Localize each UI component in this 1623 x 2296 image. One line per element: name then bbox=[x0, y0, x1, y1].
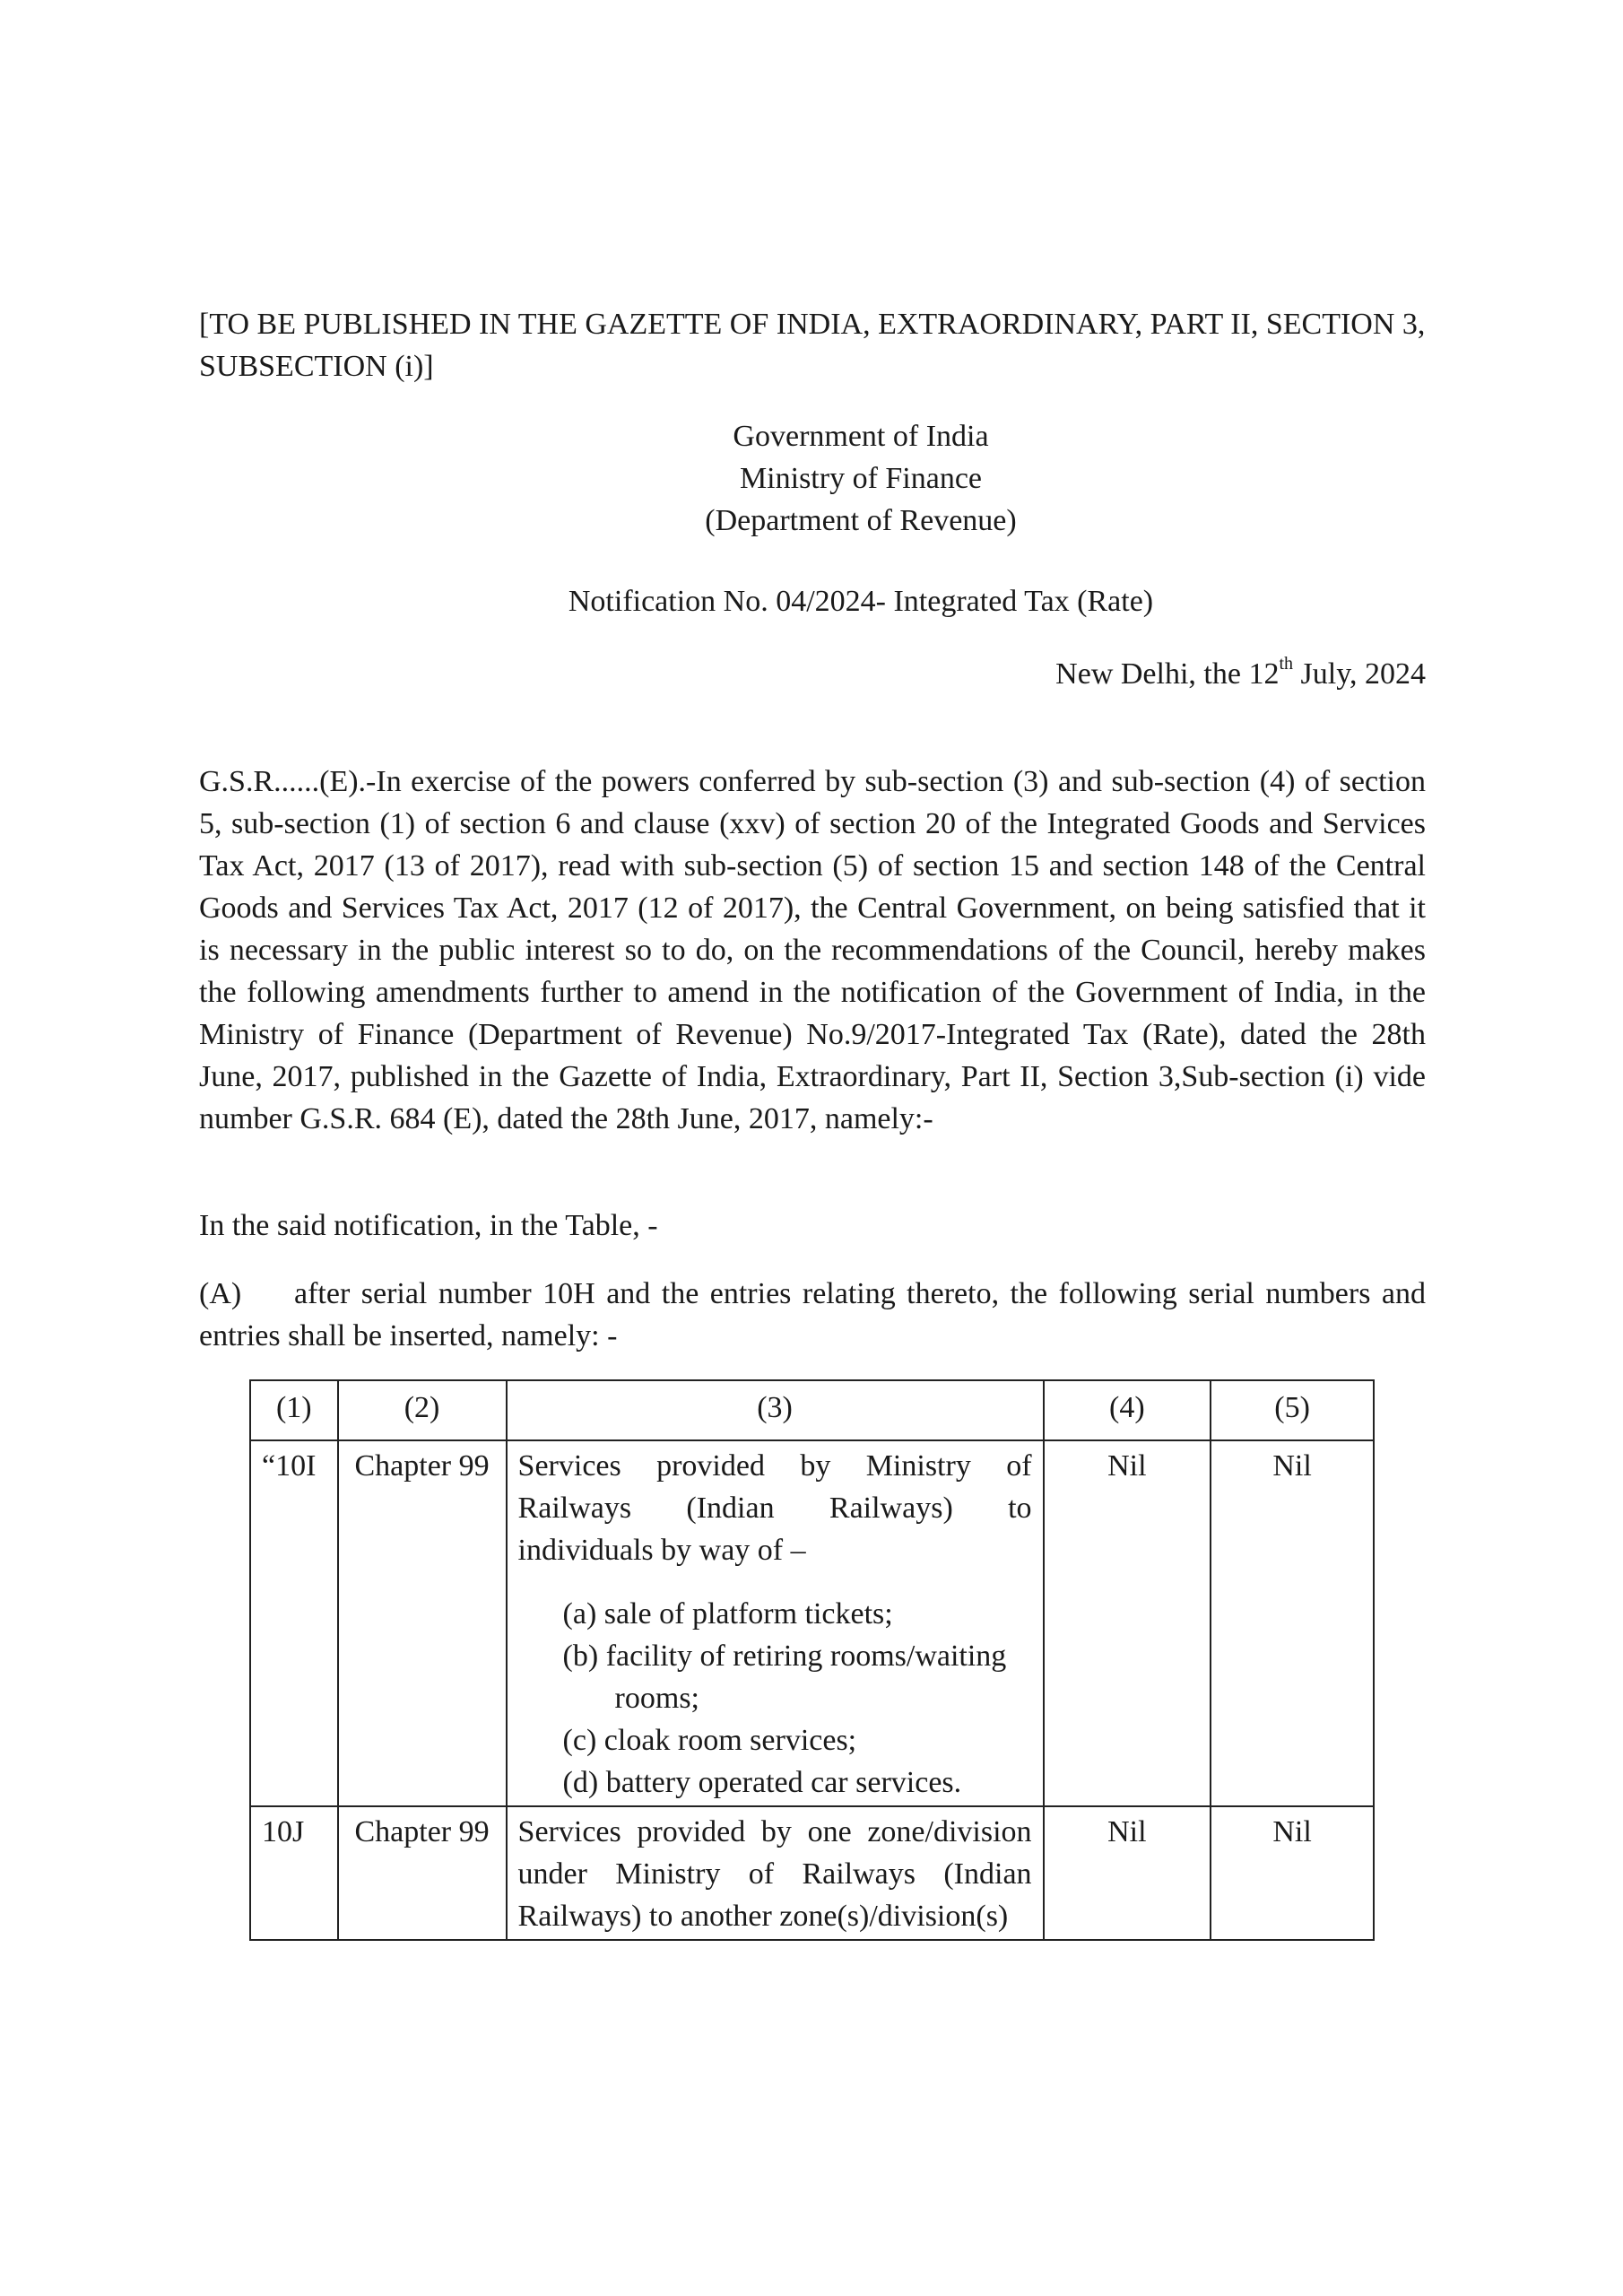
issuer-block bbox=[502, 415, 1219, 542]
serial-cell: 10J bbox=[250, 1806, 338, 1940]
notification-date bbox=[897, 653, 1426, 695]
table-header-cell: (3) bbox=[507, 1380, 1044, 1440]
chapter-cell: Chapter 99 bbox=[338, 1440, 507, 1806]
list-item: (a) sale of platform tickets; bbox=[562, 1597, 893, 1631]
table-row bbox=[250, 1440, 1374, 1806]
description-text: Services provided by Ministry of Railways (Indian Railways) to individuals by way of – bbox=[517, 1449, 1032, 1567]
issuer-department: (Department of Revenue) bbox=[705, 504, 1017, 537]
serial-cell: “10I bbox=[250, 1440, 338, 1806]
publication-note: [TO BE PUBLISHED IN THE GAZETTE OF INDIA, EXTRAORDINARY, PART II, SECTION 3, SUBSECTION (i)] bbox=[199, 308, 1426, 383]
table-header-cell: (1) bbox=[250, 1380, 338, 1440]
chapter-cell: Chapter 99 bbox=[338, 1806, 507, 1940]
description-text: Services provided by one zone/division under Ministry of Railways (Indian Railways) to another zone(s)/division(s) bbox=[517, 1815, 1032, 1933]
issuer-government: Government of India bbox=[733, 420, 989, 453]
date-ordinal: th bbox=[1279, 653, 1294, 674]
list-item: (b) facility of retiring rooms/waiting rooms; bbox=[562, 1639, 1007, 1715]
rate-cell: Nil bbox=[1044, 1440, 1211, 1806]
date-prefix: New Delhi, the 12 bbox=[1055, 657, 1280, 691]
notification-title: Notification No. 04/2024- Integrated Tax (Rate) bbox=[568, 585, 1154, 618]
amendment-paragraph-a bbox=[199, 1273, 1426, 1357]
table-header-cell: (5) bbox=[1211, 1380, 1374, 1440]
table-header-row bbox=[250, 1380, 1374, 1440]
amendment-table bbox=[249, 1379, 1375, 1941]
list-item: (c) cloak room services; bbox=[562, 1724, 857, 1757]
table-row bbox=[250, 1806, 1374, 1940]
condition-cell: Nil bbox=[1211, 1806, 1374, 1940]
paragraph-label: (A) bbox=[199, 1277, 242, 1310]
date-suffix: July, 2024 bbox=[1293, 657, 1426, 691]
description-cell bbox=[507, 1440, 1044, 1806]
list-item: (d) battery operated car services. bbox=[562, 1766, 962, 1799]
condition-cell: Nil bbox=[1211, 1440, 1374, 1806]
paragraph-text: after serial number 10H and the entries relating thereto, the following serial numbers and entries shall be inserted, namely: - bbox=[199, 1277, 1426, 1352]
said-notification-line: In the said notification, in the Table, - bbox=[199, 1209, 658, 1242]
table-header-cell: (2) bbox=[338, 1380, 507, 1440]
rate-cell: Nil bbox=[1044, 1806, 1211, 1940]
description-cell bbox=[507, 1806, 1044, 1940]
table-header-cell: (4) bbox=[1044, 1380, 1211, 1440]
issuer-ministry: Ministry of Finance bbox=[739, 462, 983, 495]
service-list bbox=[518, 1593, 1032, 1804]
preamble-paragraph: G.S.R......(E).-In exercise of the powers conferred by sub-section (3) and sub-section (4) of section 5, sub-section (1) of section 6 and clause (xxv) of section 20 of the Integrated Goods and Services Tax Act, 2017 (13 of 2017), read with sub-section (5) of section 15 and section 148 of the Central Goods and Services Tax Act, 2017 (12 of 2017), the Central Government, on being satisfied that it is necessary in the public interest so to do, on the recommendations of the Council, hereby makes the following amendments further to amend in the notification of the Government of India, in the Ministry of Finance (Department of Revenue) No.9/2017-Integrated Tax (Rate), dated the 28th June, 2017, published in the Gazette of India, Extraordinary, Part II, Section 3,Sub-section (i) vide number G.S.R. 684 (E), dated the 28th June, 2017, namely:- bbox=[199, 765, 1426, 1135]
